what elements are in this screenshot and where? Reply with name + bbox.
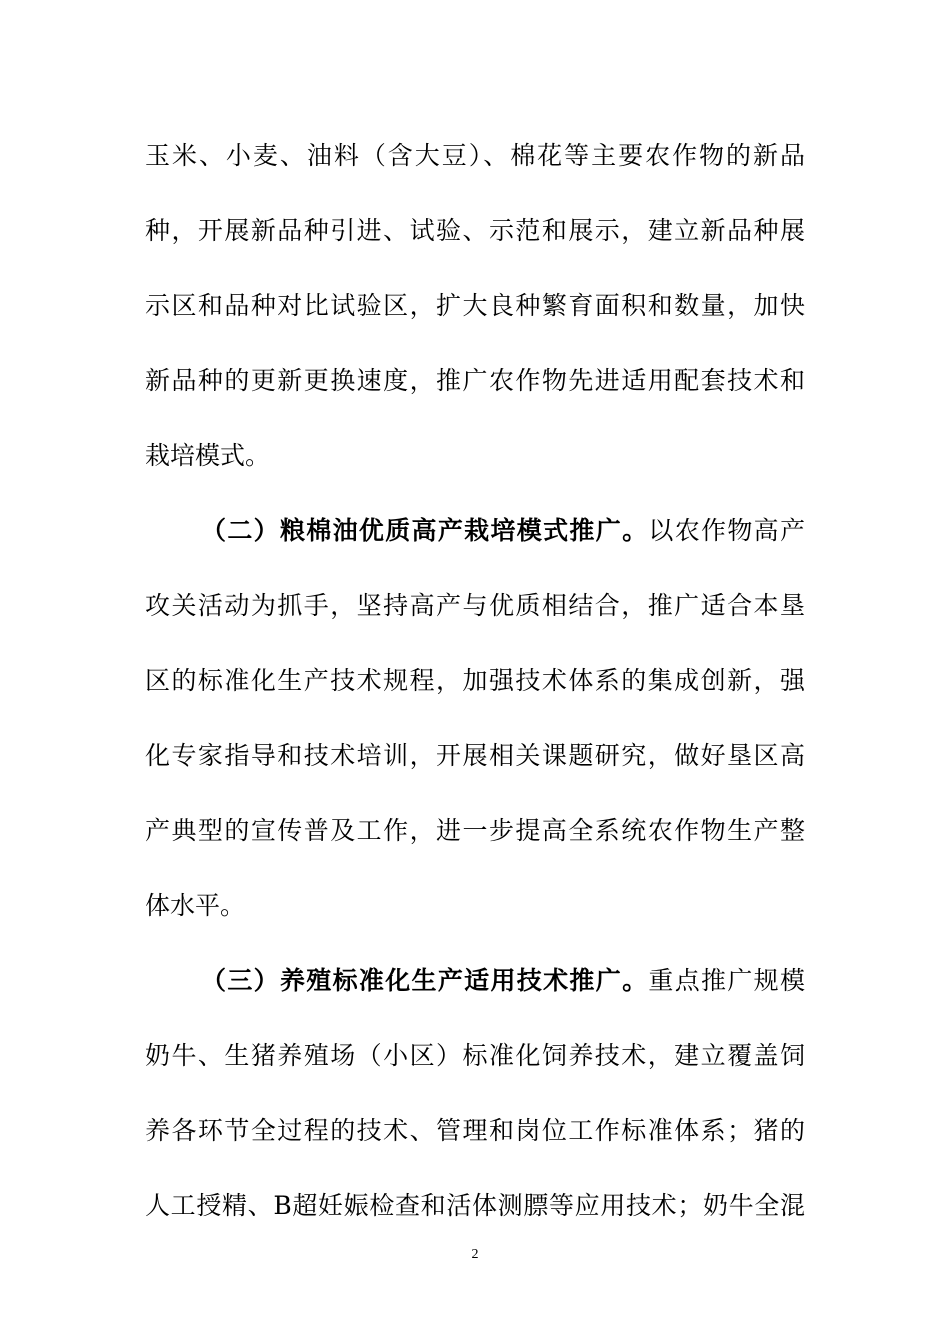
text-line: 攻关活动为抓手，坚持高产与优质相结合，推广适合本垦 bbox=[145, 591, 805, 620]
text-line: 养各环节全过程的技术、管理和岗位工作标准体系；猪的 bbox=[145, 1116, 805, 1145]
text-line: 新品种的更新更换速度，推广农作物先进适用配套技术和 bbox=[145, 366, 805, 395]
text-line: 示区和品种对比试验区，扩大良种繁育面积和数量，加快 bbox=[145, 291, 805, 320]
document-body bbox=[145, 126, 805, 1251]
text-line: 玉米、小麦、油料（含大豆）、棉花等主要农作物的新品 bbox=[145, 141, 805, 170]
text-line: 栽培模式。 bbox=[145, 441, 271, 470]
page-number: 2 bbox=[471, 1247, 479, 1262]
paragraph-2 bbox=[145, 501, 805, 951]
paragraph-1 bbox=[145, 126, 805, 501]
section-heading: （二）粮棉油优质高产栽培模式推广。 bbox=[201, 516, 649, 545]
heading-line bbox=[145, 501, 805, 576]
text-line: 体水平。 bbox=[145, 891, 246, 920]
text-line: 化专家指导和技术培训，开展相关课题研究，做好垦区高 bbox=[145, 741, 805, 770]
section-heading: （三）养殖标准化生产适用技术推广。 bbox=[201, 966, 649, 995]
heading-line-rest: 以农作物高产 bbox=[648, 516, 805, 545]
heading-line-rest: 重点推广规模 bbox=[648, 966, 805, 995]
text-line: 区的标准化生产技术规程，加强技术体系的集成创新，强 bbox=[145, 666, 805, 695]
text-line: 产典型的宣传普及工作，进一步提高全系统农作物生产整 bbox=[145, 816, 805, 845]
heading-line bbox=[145, 951, 805, 1026]
text-line: 种，开展新品种引进、试验、示范和展示，建立新品种展 bbox=[145, 216, 805, 245]
paragraph-3 bbox=[145, 951, 805, 1251]
text-line: 人工授精、B超妊娠检查和活体测膘等应用技术；奶牛全混 bbox=[145, 1191, 805, 1220]
text-line: 奶牛、生猪养殖场（小区）标准化饲养技术，建立覆盖饲 bbox=[145, 1041, 805, 1070]
